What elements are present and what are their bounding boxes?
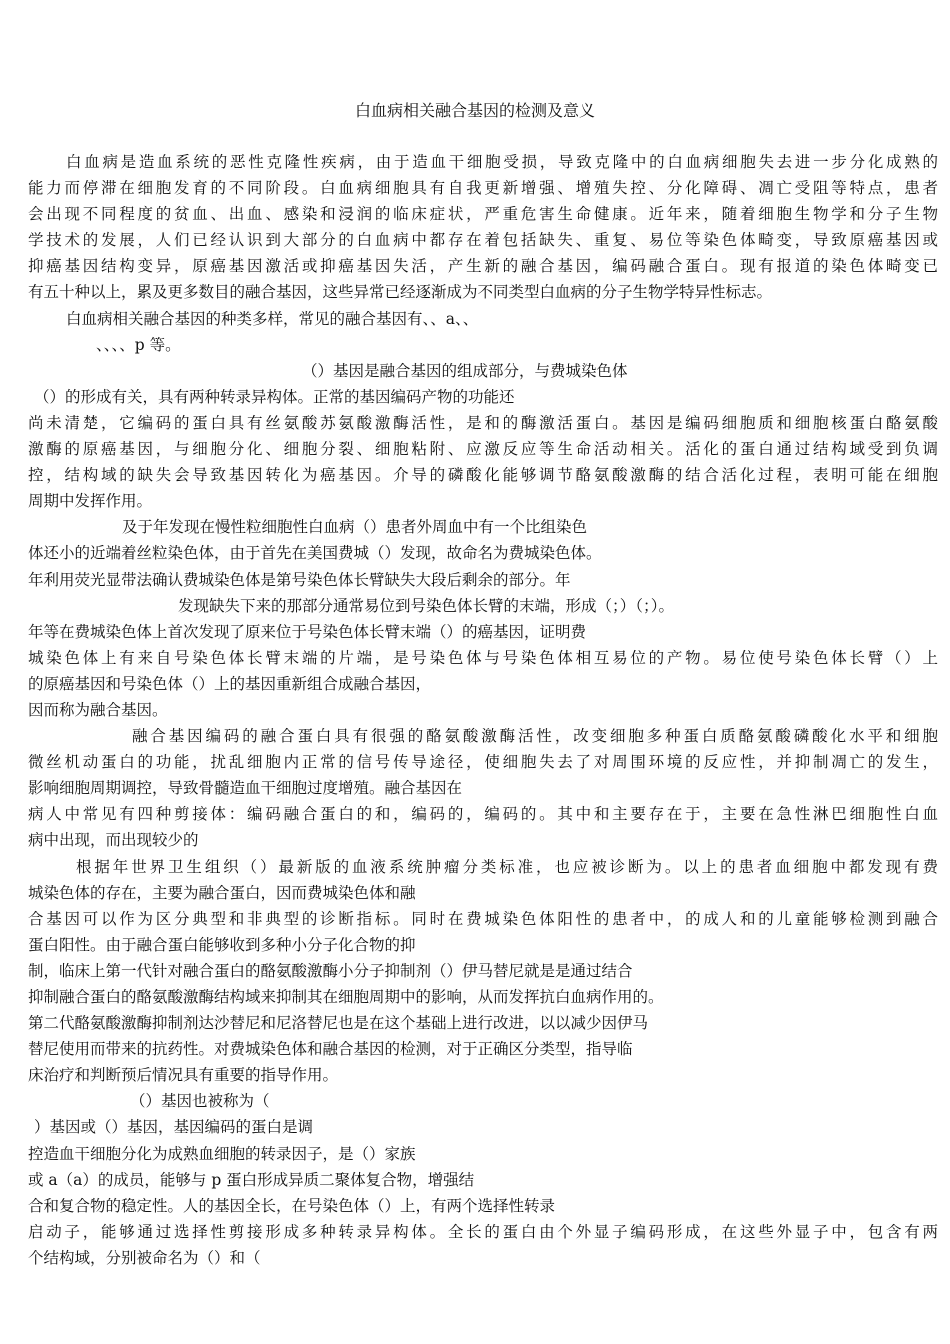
document-body [0,149,950,1271]
text-line: 病中出现，而出现较少的 [28,831,199,850]
text-line: 尚未清楚，它编码的蛋白具有丝氨酸苏氨酸激酶活性，是和的酶激活蛋白。基因是编码细胞质和细胞核蛋白酪氨酸 [28,413,938,432]
text-line: 控，结构域的缺失会导致基因转化为癌基因。介导的磷酸化能够调节酪氨酸激酶的结合活化过程，表明可能在细胞 [28,466,938,485]
text-line: 影响细胞周期调控，导致骨髓造血干细胞过度增殖。融合基因在 [28,779,463,798]
text-line: 会出现不同程度的贫血、出血、感染和浸润的临床症状，严重危害生命健康。近年来，随着细胞生物学和分子生物 [28,205,938,224]
text-line: 融合基因编码的融合蛋白具有很强的酪氨酸激酶活性，改变细胞多种蛋白质酪氨酸磷酸化水平和细胞 [132,727,938,746]
text-line: 能力而停滞在细胞发育的不同阶段。白血病细胞具有自我更新增强、增殖失控、分化障碍、凋亡受阻等特点，患者 [28,179,938,198]
text-line: （）的形成有关，具有两种转录异构体。正常的基因编码产物的功能还 [34,387,515,406]
text-line: （）基因也被称为（ [130,1092,270,1111]
text-line: 个结构域，分别被命名为（）和（ [28,1248,261,1267]
text-line: 年利用荧光显带法确认费城染色体是第号染色体长臂缺失大段后剩余的部分。年 [28,570,571,589]
text-line: 合和复合物的稳定性。人的基因全长，在号染色体（）上，有两个选择性转录 [28,1196,556,1215]
text-line: 及于年发现在慢性粒细胞性白血病（）患者外周血中有一个比组染色 [122,518,588,537]
text-line: 根据年世界卫生组织（）最新版的血液系统肿瘤分类标准，也应被诊断为。以上的患者血细胞中都发现有费 [76,857,938,876]
text-line: 周期中发挥作用。 [28,492,153,511]
text-line: 控造血干细胞分化为成熟血细胞的转录因子，是（）家族 [28,1144,416,1163]
text-line: 病人中常见有四种剪接体：编码融合蛋白的和，编码的，编码的。其中和主要存在于，主要在急性淋巴细胞性白血 [28,805,938,824]
text-line: 床治疗和判断预后情况具有重要的指导作用。 [28,1066,339,1085]
text-line: 启动子，能够通过选择性剪接形成多种转录异构体。全长的蛋白由个外显子编码形成，在这些外显子中，包含有两 [28,1222,938,1241]
text-line: 微丝机动蛋白的功能，扰乱细胞内正常的信号传导途径，使细胞失去了对周围环境的反应性，并抑制凋亡的发生， [28,753,938,772]
text-line: 有五十种以上，累及更多数目的融合基因，这些异常已经逐渐成为不同类型白血病的分子生物学特异性标志。 [28,283,773,302]
text-line: 、、、、p 等。 [96,335,181,354]
text-line: 替尼使用而带来的抗药性。对费城染色体和融合基因的检测，对于正确区分类型，指导临 [28,1040,633,1059]
text-line: 学技术的发展，人们已经认识到大部分的白血病中都存在着包括缺失、重复、易位等染色体畸变，导致原癌基因或 [28,231,938,250]
text-line: ）基因或（）基因，基因编码的蛋白是调 [34,1118,314,1137]
text-line: 城染色体上有来自号染色体长臂末端的片端，是号染色体与号染色体相互易位的产物。易位使号染色体长臂（）上 [28,648,938,667]
text-line: 第二代酪氨酸激酶抑制剂达沙替尼和尼洛替尼也是在这个基础上进行改进，以以减少因伊马 [28,1014,649,1033]
text-line: 合基因可以作为区分典型和非典型的诊断指标。同时在费城染色体阳性的患者中，的成人和的儿童能够检测到融合 [28,909,938,928]
document-title: 白血病相关融合基因的检测及意义 [354,101,595,120]
text-line: 激酶的原癌基因，与细胞分化、细胞分裂、细胞粘附、应激反应等生命活动相关。活化的蛋白通过结构域受到负调 [28,440,938,459]
text-line: 抑制融合蛋白的酪氨酸激酶结构域来抑制其在细胞周期中的影响，从而发挥抗白血病作用的。 [28,988,664,1006]
text-line: 抑癌基因结构变异，原癌基因激活或抑癌基因失活，产生新的融合基因，编码融合蛋白。现有报道的染色体畸变已 [28,257,938,276]
text-line: 的原癌基因和号染色体（）上的基因重新组合成融合基因， [28,674,432,693]
text-line: 发现缺失下来的那部分通常易位到号染色体长臂的末端，形成（；）（；）。 [178,596,675,615]
text-line: 制，临床上第一代针对融合蛋白的酪氨酸激酶小分子抑制剂（）伊马替尼就是是通过结合 [28,961,633,980]
text-line: 体还小的近端着丝粒染色体，由于首先在美国费城（）发现，故命名为费城染色体。 [28,544,602,563]
text-line: 因而称为融合基因。 [28,700,168,719]
text-line: 城染色体的存在，主要为融合蛋白，因而费城染色体和融 [28,883,416,902]
text-line: （）基因是融合基因的组成部分，与费城染色体 [302,361,628,380]
text-line: 年等在费城染色体上首次发现了原来位于号染色体长臂末端（）的癌基因，证明费 [28,622,587,641]
text-line: 或 a（a）的成员，能够与 p 蛋白形成异质二聚体复合物，增强结 [28,1170,475,1189]
text-line: 白血病是造血系统的恶性克隆性疾病，由于造血干细胞受损，导致克隆中的白血病细胞失去进一步分化成熟的 [66,153,938,171]
text-line: 白血病相关融合基因的种类多样，常见的融合基因有、、a、、 [66,309,479,328]
text-line: 蛋白阳性。由于融合蛋白能够收到多种小分子化合物的抑 [28,935,416,954]
